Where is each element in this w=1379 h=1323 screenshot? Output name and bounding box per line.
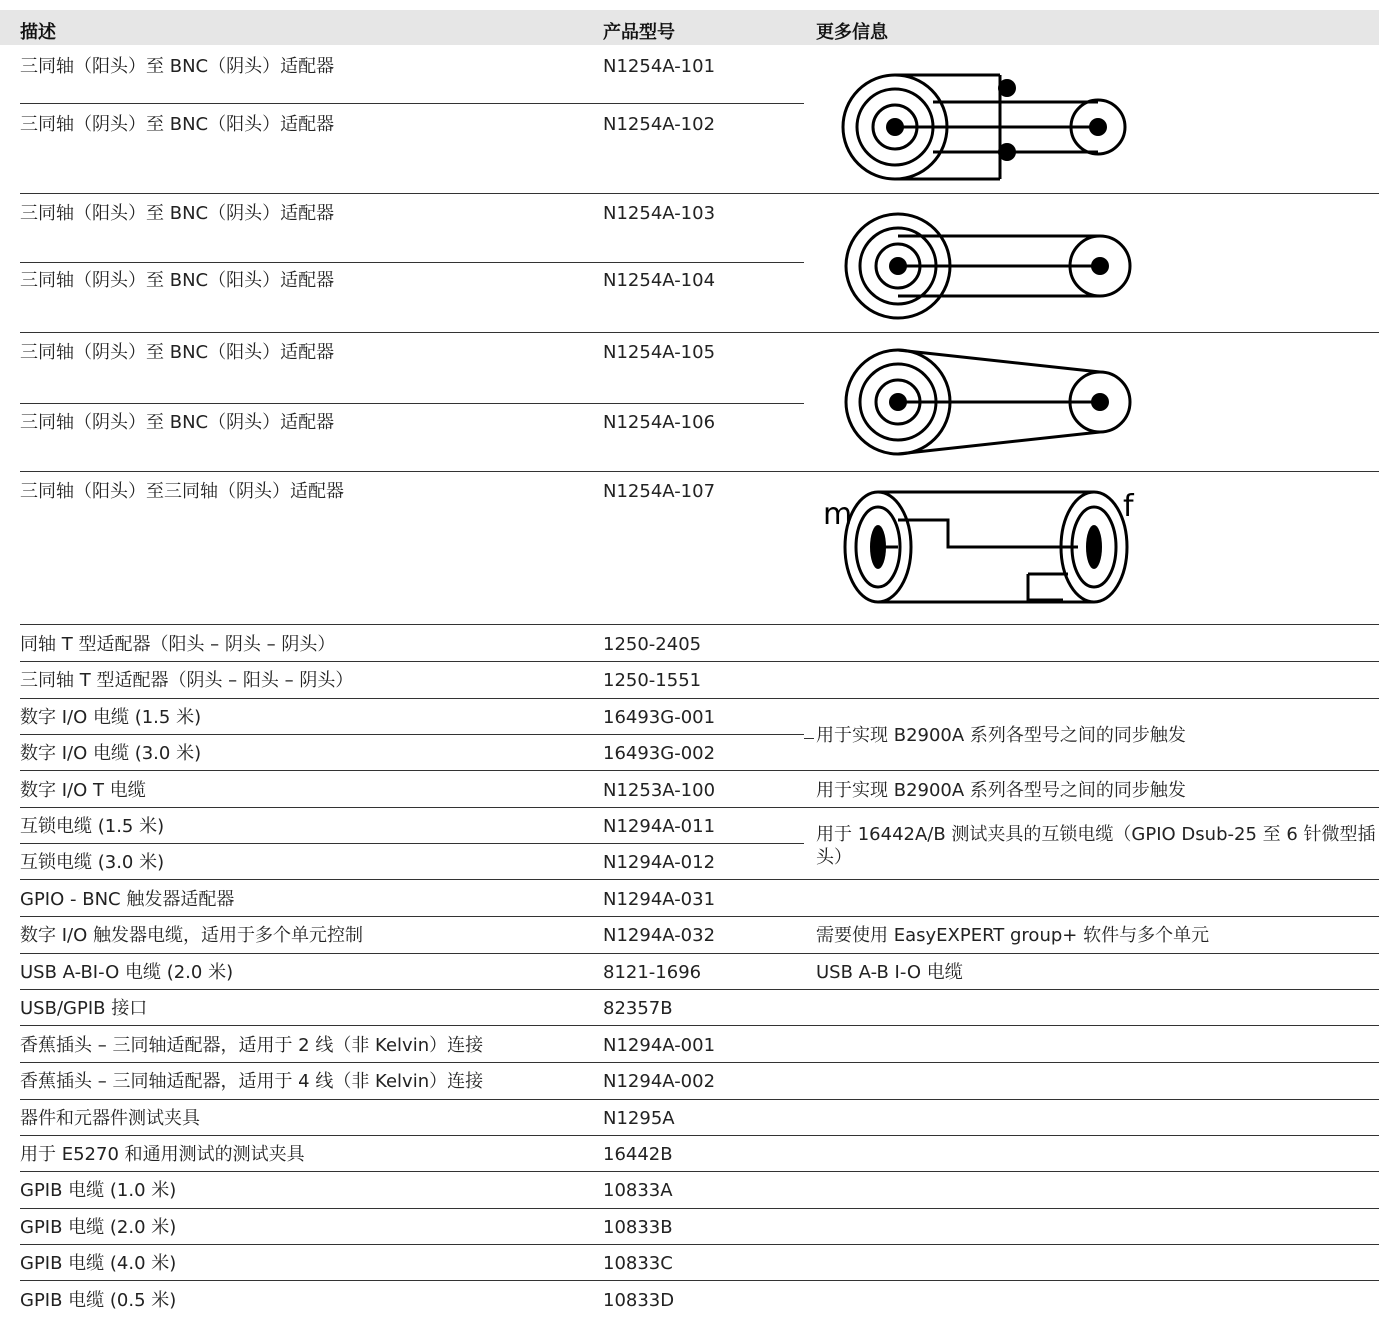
row-desc: 香蕉插头 – 三同轴适配器，适用于 4 线（非 Kelvin）连接 bbox=[20, 1071, 484, 1092]
row-divider bbox=[20, 734, 804, 735]
row-model: 8121-1696 bbox=[603, 962, 702, 983]
triax-desc-6: 三同轴（阴头）至 BNC（阴头）适配器 bbox=[20, 412, 335, 433]
group-divider bbox=[20, 193, 1379, 194]
triax-desc-7: 三同轴（阳头）至三同轴（阴头）适配器 bbox=[20, 481, 344, 502]
row-desc: GPIB 电缆 (2.0 米) bbox=[20, 1217, 177, 1238]
row-divider bbox=[20, 661, 1379, 662]
row-desc: 香蕉插头 – 三同轴适配器，适用于 2 线（非 Kelvin）连接 bbox=[20, 1035, 484, 1056]
row-model: N1253A-100 bbox=[603, 780, 716, 801]
row-desc: GPIB 电缆 (0.5 米) bbox=[20, 1290, 177, 1311]
triax-bnc-diagram bbox=[830, 206, 1140, 326]
row-desc: 三同轴 T 型适配器（阴头 – 阳头 – 阴头） bbox=[20, 670, 354, 691]
triax-desc-5: 三同轴（阴头）至 BNC（阳头）适配器 bbox=[20, 342, 335, 363]
row-divider bbox=[20, 843, 804, 844]
row-model: 10833C bbox=[603, 1253, 673, 1274]
row-model: N1294A-002 bbox=[603, 1071, 716, 1092]
row-desc: 数字 I/O T 电缆 bbox=[20, 780, 146, 801]
table-header bbox=[0, 10, 1379, 45]
row-desc: 互锁电缆 (1.5 米) bbox=[20, 816, 165, 837]
row-model: N1294A-001 bbox=[603, 1035, 716, 1056]
row-divider bbox=[20, 1025, 1379, 1026]
row-divider bbox=[20, 103, 804, 104]
row-divider bbox=[20, 989, 1379, 990]
triax-model-1: N1254A-101 bbox=[603, 56, 716, 77]
row-desc: GPIB 电缆 (1.0 米) bbox=[20, 1180, 177, 1201]
row-model: N1294A-012 bbox=[603, 852, 716, 873]
triax-model-5: N1254A-105 bbox=[603, 342, 716, 363]
row-divider bbox=[20, 1208, 1379, 1209]
row-model: N1295A bbox=[603, 1108, 675, 1129]
row-model: N1294A-011 bbox=[603, 816, 716, 837]
triax-desc-2: 三同轴（阴头）至 BNC（阳头）适配器 bbox=[20, 114, 335, 135]
row-model: 1250-2405 bbox=[603, 634, 702, 655]
info-interlock: 用于 16442A/B 测试夹具的互锁电缆（GPIO Dsub-25 至 6 针微型插头） bbox=[816, 824, 1376, 868]
row-divider bbox=[20, 770, 1379, 771]
row-desc: 数字 I/O 电缆 (1.5 米) bbox=[20, 707, 202, 728]
row-desc: 器件和元器件测试夹具 bbox=[20, 1108, 200, 1129]
triax-desc-4: 三同轴（阴头）至 BNC（阳头）适配器 bbox=[20, 270, 335, 291]
triax-model-7: N1254A-107 bbox=[603, 481, 716, 502]
row-desc: USB/GPIB 接口 bbox=[20, 998, 148, 1019]
row-divider bbox=[20, 1062, 1379, 1063]
triax-model-2: N1254A-102 bbox=[603, 114, 716, 135]
triax-bnc-shielded-diagram bbox=[830, 62, 1140, 192]
row-desc: 数字 I/O 电缆 (3.0 米) bbox=[20, 743, 202, 764]
triax-desc-1: 三同轴（阳头）至 BNC（阴头）适配器 bbox=[20, 56, 335, 77]
row-divider bbox=[20, 879, 1379, 880]
info-easyexpert: 需要使用 EasyEXPERT group+ 软件与多个单元 bbox=[816, 925, 1210, 946]
triax-model-3: N1254A-103 bbox=[603, 203, 716, 224]
row-divider bbox=[20, 1099, 1379, 1100]
row-model: 16493G-001 bbox=[603, 707, 716, 728]
triax-bnc-tapered-diagram bbox=[830, 344, 1140, 464]
triax-model-6: N1254A-106 bbox=[603, 412, 716, 433]
row-desc: 同轴 T 型适配器（阳头 – 阴头 – 阴头） bbox=[20, 634, 336, 655]
header-description: 描述 bbox=[20, 22, 56, 43]
header-info: 更多信息 bbox=[816, 22, 888, 43]
info-digital-io-t-sync: 用于实现 B2900A 系列各型号之间的同步触发 bbox=[816, 780, 1186, 801]
row-divider bbox=[20, 1135, 1379, 1136]
row-divider bbox=[20, 403, 804, 404]
row-divider bbox=[20, 953, 1379, 954]
row-divider bbox=[20, 1244, 1379, 1245]
row-divider bbox=[20, 807, 1379, 808]
row-divider bbox=[20, 1280, 1379, 1281]
row-model: N1294A-032 bbox=[603, 925, 716, 946]
row-desc: GPIB 电缆 (4.0 米) bbox=[20, 1253, 177, 1274]
info-digital-io-sync: 用于实现 B2900A 系列各型号之间的同步触发 bbox=[816, 725, 1186, 746]
row-divider bbox=[20, 1171, 1379, 1172]
row-desc: GPIO - BNC 触发器适配器 bbox=[20, 889, 235, 910]
group-divider bbox=[20, 624, 1379, 625]
triax-desc-3: 三同轴（阳头）至 BNC（阴头）适配器 bbox=[20, 203, 335, 224]
female-label: f bbox=[1123, 489, 1134, 524]
row-divider bbox=[20, 916, 1379, 917]
row-desc: 用于 E5270 和通用测试的测试夹具 bbox=[20, 1144, 305, 1165]
row-divider bbox=[20, 262, 804, 263]
info-usb: USB A-B I-O 电缆 bbox=[816, 962, 963, 983]
group-divider bbox=[20, 332, 1379, 333]
row-desc: 数字 I/O 触发器电缆，适用于多个单元控制 bbox=[20, 925, 363, 946]
row-model: 10833B bbox=[603, 1217, 673, 1238]
row-model: N1294A-031 bbox=[603, 889, 716, 910]
row-model: 1250-1551 bbox=[603, 670, 702, 691]
info-connector-line bbox=[804, 738, 814, 739]
row-model: 10833D bbox=[603, 1290, 675, 1311]
male-label: m bbox=[823, 497, 853, 532]
row-divider bbox=[20, 698, 1379, 699]
row-desc: 互锁电缆 (3.0 米) bbox=[20, 852, 165, 873]
triax-model-4: N1254A-104 bbox=[603, 270, 716, 291]
group-divider bbox=[20, 471, 1379, 472]
row-model: 16442B bbox=[603, 1144, 673, 1165]
row-model: 10833A bbox=[603, 1180, 673, 1201]
triax-triax-diagram bbox=[818, 482, 1158, 612]
row-desc: USB A-BI-O 电缆 (2.0 米) bbox=[20, 962, 234, 983]
header-model: 产品型号 bbox=[603, 22, 675, 43]
row-model: 16493G-002 bbox=[603, 743, 716, 764]
row-model: 82357B bbox=[603, 998, 673, 1019]
